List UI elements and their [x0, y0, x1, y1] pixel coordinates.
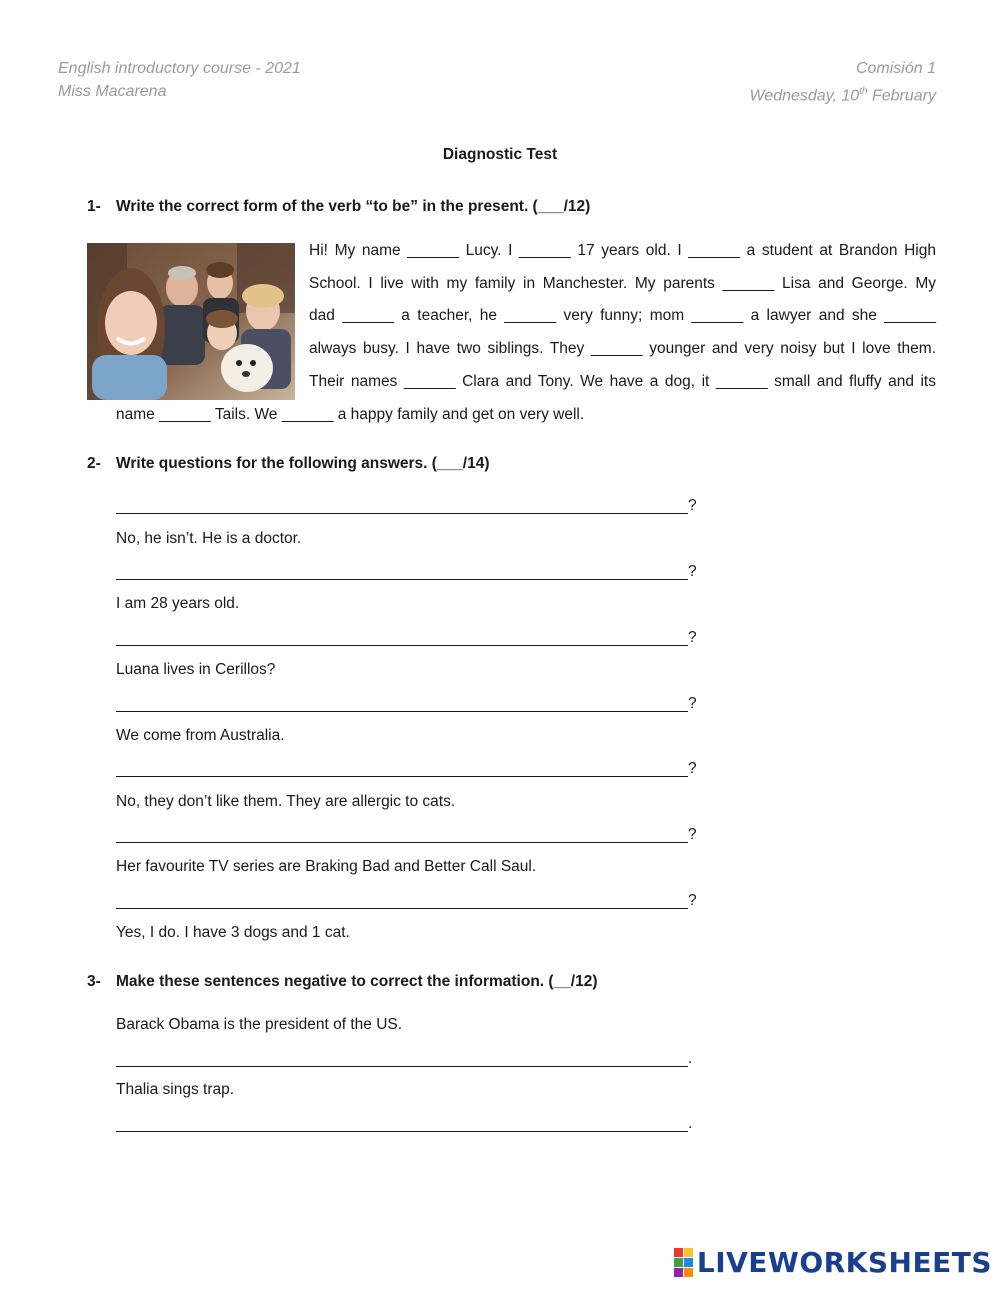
page-header-left [58, 57, 301, 103]
course-name: English introductory course - 2021 [58, 60, 301, 77]
date-suffix: February [867, 87, 936, 105]
question-1-heading [87, 198, 590, 216]
logo-block [684, 1248, 693, 1257]
logo-block [674, 1258, 683, 1267]
question-2-heading [87, 455, 490, 473]
question-1-paragraph [309, 235, 936, 399]
answer-text: Yes, I do. I have 3 dogs and 1 cat. [116, 924, 350, 941]
question-mark: ? [688, 629, 697, 646]
commission-label: Comisión 1 [855, 60, 936, 77]
answer-text: No, they don’t like them. They are allergic to cats. [116, 793, 456, 810]
question-mark: ? [688, 695, 697, 712]
question-3-number: 3- [87, 973, 101, 990]
logo-block [684, 1258, 693, 1267]
logo-block [674, 1268, 683, 1277]
date-ordinal: th [859, 86, 868, 97]
question-2-instruction: Write questions for the following answers. (___/14) [116, 455, 490, 472]
page-header-right [749, 57, 936, 107]
logo-block [684, 1268, 693, 1277]
teacher-name: Miss Macarena [58, 83, 167, 100]
question-mark: ? [688, 563, 697, 580]
liveworksheets-logo[interactable] [674, 1247, 992, 1277]
test-date [749, 80, 936, 107]
question-answer-line[interactable] [116, 908, 688, 909]
paragraph-line: name ______ Tails. We ______ a happy family and get on very well. [116, 406, 585, 423]
question-mark: ? [688, 760, 697, 777]
answer-text: I am 28 years old. [116, 595, 240, 612]
question-1-paragraph-end [116, 399, 584, 432]
question-1-instruction: Write the correct form of the verb “to be” in the present. (___/12) [116, 198, 591, 215]
question-answer-line[interactable] [116, 579, 688, 580]
paragraph-line: always busy. I have two siblings. They ______ younger and very noisy but I love them. [309, 340, 936, 358]
logo-block [674, 1248, 683, 1257]
question-2-number: 2- [87, 455, 101, 472]
question-answer-line[interactable] [116, 645, 688, 646]
question-answer-line[interactable] [116, 711, 688, 712]
logo-wordmark: LIVEWORKSHEETS [696, 1245, 992, 1279]
question-3-heading [87, 973, 598, 991]
period-mark: . [688, 1050, 693, 1067]
answer-text: We come from Australia. [116, 727, 285, 744]
sentence-answer-line[interactable] [116, 1066, 688, 1067]
question-mark: ? [688, 826, 697, 843]
family-photo [87, 243, 295, 400]
period-mark: . [688, 1115, 693, 1132]
sentence-answer-line[interactable] [116, 1131, 688, 1132]
sentence-text: Thalia sings trap. [116, 1081, 235, 1098]
page-title: Diagnostic Test [442, 146, 558, 163]
question-answer-line[interactable] [116, 513, 688, 514]
question-mark: ? [688, 892, 697, 909]
sentence-text: Barack Obama is the president of the US. [116, 1016, 403, 1033]
question-answer-line[interactable] [116, 776, 688, 777]
date-prefix: Wednesday, 10 [749, 87, 860, 105]
paragraph-line: Their names ______ Clara and Tony. We have a dog, it ______ small and fluffy and its [309, 372, 936, 390]
question-3-instruction: Make these sentences negative to correct the information. (__/12) [116, 973, 598, 990]
answer-text: No, he isn’t. He is a doctor. [116, 530, 302, 547]
question-mark: ? [688, 497, 697, 514]
answer-text: Luana lives in Cerillos? [116, 661, 276, 678]
question-1-number: 1- [87, 198, 101, 215]
paragraph-line: dad ______ a teacher, he ______ very funny; mom ______ a lawyer and she ______ [309, 307, 936, 325]
answer-text: Her favourite TV series are Braking Bad and Better Call Saul. [116, 858, 537, 875]
question-answer-line[interactable] [116, 842, 688, 843]
logo-blocks-icon [674, 1248, 693, 1277]
paragraph-line: Hi! My name ______ Lucy. I ______ 17 years old. I ______ a student at Brandon High [309, 242, 936, 259]
paragraph-line: School. I live with my family in Manchester. My parents ______ Lisa and George. My [309, 274, 936, 292]
